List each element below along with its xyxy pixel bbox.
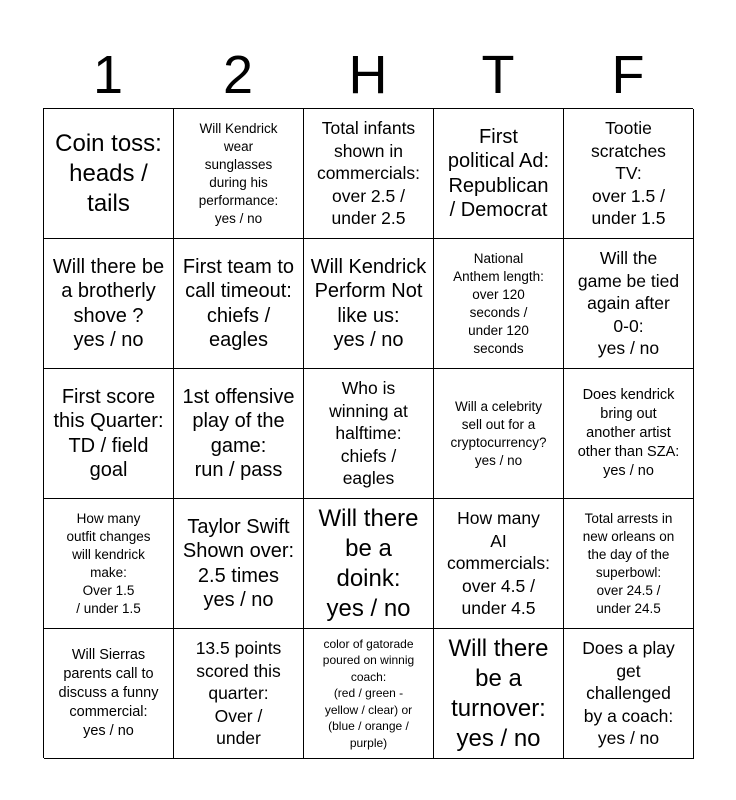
- bingo-cell[interactable]: [174, 499, 304, 629]
- cell-text: Tootie scratches TV: over 1.5 / under 1.5: [591, 118, 666, 229]
- cell-text: 13.5 points scored this quarter: Over / under: [195, 638, 282, 749]
- bingo-cell[interactable]: [564, 629, 694, 759]
- cell-text: Does a play get challenged by a coach: yes / no: [582, 638, 675, 749]
- bingo-cell[interactable]: [174, 629, 304, 759]
- bingo-cell[interactable]: [174, 369, 304, 499]
- cell-text: Total infants shown in commercials: over 2.5 / under 2.5: [316, 118, 421, 229]
- bingo-cell[interactable]: [434, 239, 564, 369]
- cell-text: First team to call timeout: chiefs / eagles: [182, 255, 295, 351]
- bingo-cell[interactable]: [564, 239, 694, 369]
- bingo-cell[interactable]: [304, 239, 434, 369]
- cell-text: Will Kendrick Perform Not like us: yes / no: [310, 255, 427, 351]
- bingo-cell[interactable]: [304, 369, 434, 499]
- bingo-cell[interactable]: [44, 109, 174, 239]
- header-letter-h: H: [348, 45, 388, 105]
- bingo-cell[interactable]: [44, 629, 174, 759]
- cell-text: Will there be a doink: yes / no: [318, 504, 419, 622]
- bingo-cell[interactable]: [434, 629, 564, 759]
- bingo-cell[interactable]: [564, 369, 694, 499]
- header-letter-t: T: [481, 45, 515, 105]
- cell-text: Will there be a turnover: yes / no: [448, 634, 549, 752]
- bingo-cell[interactable]: [44, 239, 174, 369]
- cell-text: Total arrests in new orleans on the day of the superbowl: over 24.5 / under 24.5: [582, 510, 675, 616]
- bingo-cell[interactable]: [564, 109, 694, 239]
- bingo-cell[interactable]: [174, 109, 304, 239]
- cell-text: Will Sierras parents call to discuss a funny commercial: yes / no: [58, 647, 159, 739]
- header-letter-2: 2: [222, 45, 254, 105]
- cell-text: Coin toss: heads / tails: [55, 129, 162, 217]
- cell-text: Will a celebrity sell out for a cryptocurrency? yes / no: [450, 398, 547, 468]
- cell-text: First score this Quarter: TD / field goal: [53, 385, 164, 481]
- cell-text: 1st offensive play of the game: run / pass: [182, 385, 295, 481]
- bingo-header: [43, 42, 693, 108]
- bingo-cell[interactable]: [304, 629, 434, 759]
- bingo-cell[interactable]: [434, 499, 564, 629]
- bingo-board: [43, 108, 693, 758]
- bingo-cell[interactable]: [564, 499, 694, 629]
- header-letter-1: 1: [92, 45, 124, 105]
- cell-text: Will there be a brotherly shove ? yes / no: [52, 255, 165, 351]
- cell-text: First political Ad: Republican / Democrat: [447, 125, 550, 221]
- header-letter-f: F: [611, 45, 645, 105]
- cell-text: Will Kendrick wear sunglasses during his performance: yes / no: [198, 120, 279, 226]
- bingo-cell[interactable]: [304, 499, 434, 629]
- cell-text: color of gatorade poured on winnig coach: (red / green - yellow / clear) or (blue / orange / purple): [322, 636, 415, 750]
- cell-text: How many AI commercials: over 4.5 / under 4.5: [446, 508, 551, 619]
- cell-text: Will the game be tied again after 0-0: yes / no: [577, 248, 680, 359]
- cell-text: Who is winning at halftime: chiefs / eagles: [329, 378, 408, 489]
- bingo-cell[interactable]: [44, 499, 174, 629]
- cell-text: How many outfit changes will kendrick make: Over 1.5 / under 1.5: [66, 510, 151, 616]
- cell-text: National Anthem length: over 120 seconds / under 120 seconds: [453, 250, 544, 356]
- cell-text: Taylor Swift Shown over: 2.5 times yes / no: [182, 515, 295, 611]
- bingo-cell[interactable]: [174, 239, 304, 369]
- cell-text: Does kendrick bring out another artist other than SZA: yes / no: [577, 387, 680, 479]
- bingo-cell[interactable]: [434, 109, 564, 239]
- bingo-cell[interactable]: [44, 369, 174, 499]
- bingo-cell[interactable]: [304, 109, 434, 239]
- bingo-cell[interactable]: [434, 369, 564, 499]
